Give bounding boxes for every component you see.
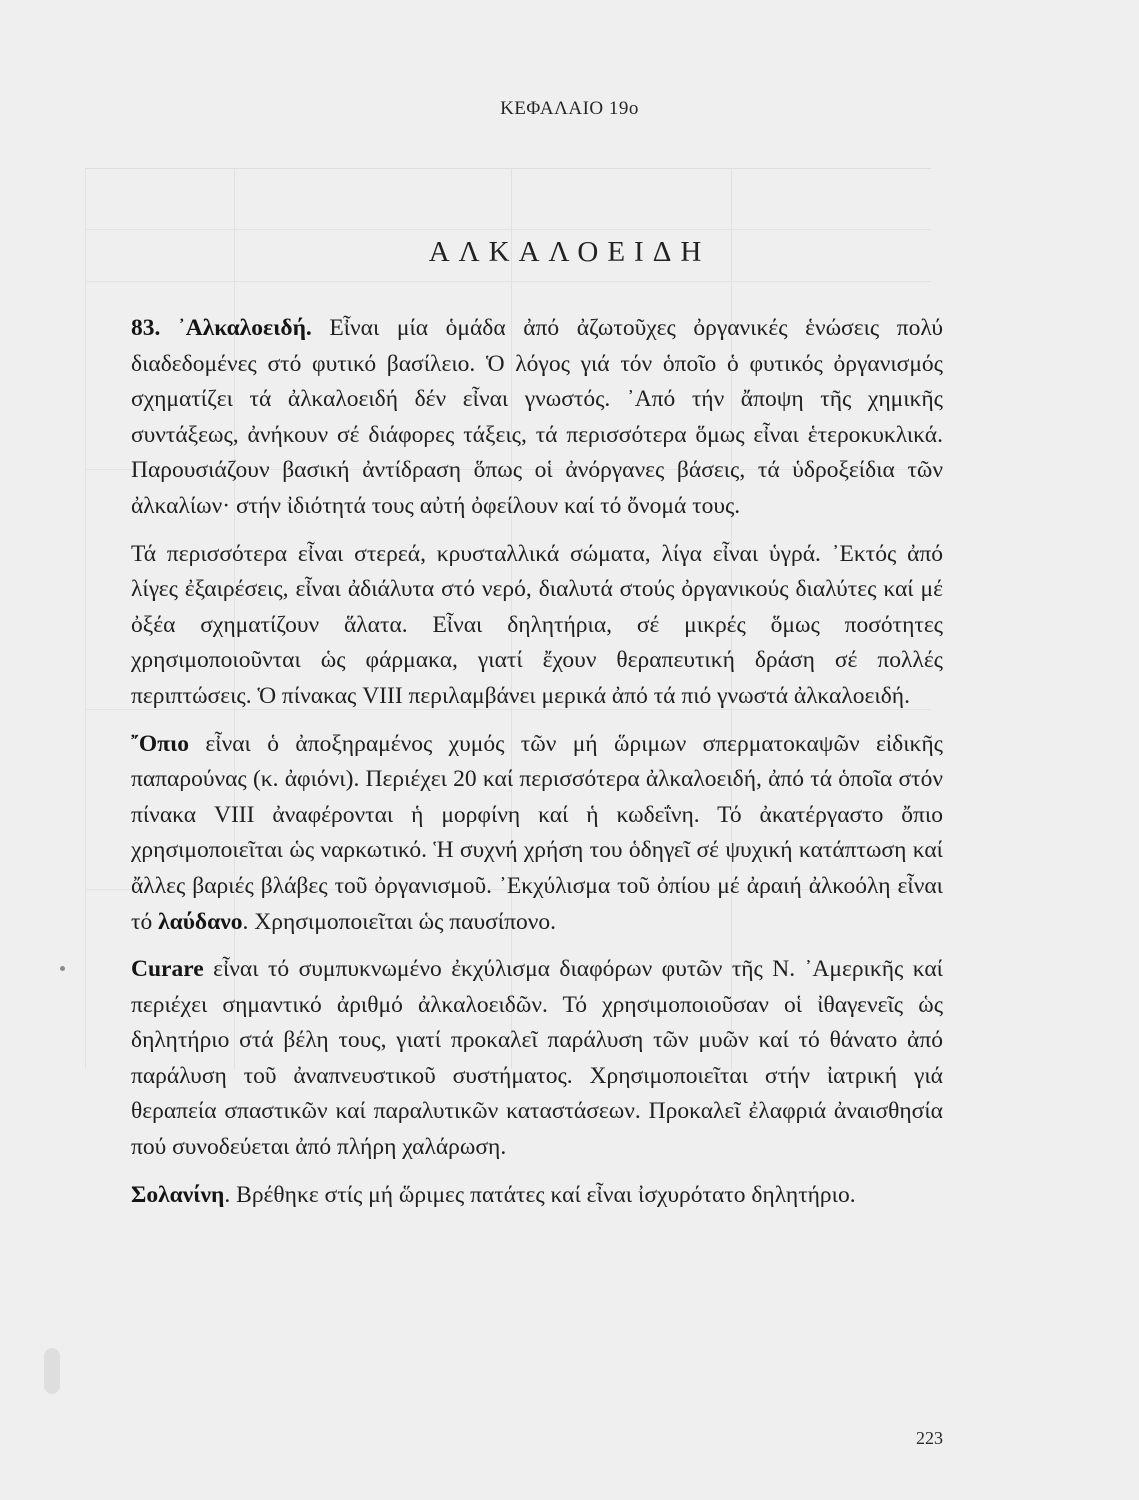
term-laudanum: λαύδανο <box>158 908 243 935</box>
section-heading: 83. ᾿Αλκαλοειδή. <box>131 315 312 341</box>
paragraph-properties <box>131 537 943 715</box>
chapter-heading: ΚΕΦΑΛΑΙΟ 19ο <box>500 98 639 119</box>
scan-margin-mark <box>44 1348 60 1394</box>
paragraph-solanine <box>131 1178 943 1214</box>
paragraph-curare <box>131 952 943 1166</box>
page-number: 223 <box>916 1428 943 1448</box>
term-curare: Curare <box>131 956 204 983</box>
scan-speck <box>60 966 65 971</box>
page-title: ΑΛΚΑΛΟΕΙΔΗ <box>428 236 711 268</box>
term-opium: ῎Οπιο <box>131 730 190 757</box>
paragraph-opium <box>131 727 943 941</box>
paragraph-text: εἶναι ὁ ἀποξηραμένος χυμός τῶν μή ὥριμων σπερματοκαψῶν εἰδικῆς παπαρούνας (κ. ἀφιόνι). Περιέχει 20 καί περισσότερα ἀλκαλοειδή, ἀπό τά ὁποῖα στόν πίνακα VIII ἀναφέρονται ἡ μορφίνη καί ἡ κωδεΐνη. Τό ἀκατέργαστο ὄπιο χρησιμοποιεῖται ὡς ναρκωτικό. Ἡ συχνή χρήση του ὁδηγεῖ σέ ψυχική κατάπτωση καί ἄλλες βαριές βλάβες τοῦ ὀργανισμοῦ. ᾿Εκχύλισμα τοῦ ὀπίου μέ ἀραιή ἀλκοόλη εἶναι τό <box>131 730 943 935</box>
paragraph-text: εἶναι τό συμπυκνωμένο ἐκχύλισμα διαφόρων φυτῶν τῆς Ν. ᾿Αμερικῆς καί περιέχει σημαντικό ἀριθμό ἀλκαλοειδῶν. Τό χρησιμοποιοῦσαν οἱ ἰθαγενεῖς ὡς δηλητήριο στά βέλη τους, γιατί προκαλεῖ παράλυση τῶν μυῶν καί τό θάνατο ἀπό παράλυση τοῦ ἀναπνευστικοῦ συστήματος. Χρησιμοποιεῖται στήν ἰατρική γιά θεραπεία σπαστικῶν καί παραλυτικῶν καταστάσεων. Προκαλεῖ ἐλαφριά ἀναισθησία πού συνοδεύεται ἀπό πλήρη χαλάρωση. <box>131 956 943 1161</box>
paragraph-text-tail: . Χρησιμοποιεῖται ὡς παυσίπονο. <box>242 908 556 935</box>
paragraph-text: Εἶναι μία ὁμάδα ἀπό ἀζωτοῦχες ὀργανικές ἑνώσεις πολύ διαδεδομένες στό φυτικό βασίλειο. Ὁ λόγος γιά τόν ὁποῖο ὁ φυτικός ὀργανισμός σχηματίζει τά ἀλκαλοειδή δέν εἶναι γνωστός. ᾿Από τήν ἄποψη τῆς χημικῆς συντάξεως, ἀνήκουν σέ διάφορες τάξεις, τά περισσότερα ὅμως εἶναι ἑτεροκυκλικά. Παρουσιάζουν βασική ἀντίδραση ὅπως οἱ ἀνόργανες βάσεις, τά ὑδροξείδια τῶν ἀλκαλίων· στήν ἰδιότητά τους αὐτή ὀφείλουν καί τό ὄνομά τους. <box>131 315 943 519</box>
paragraph-text: . Βρέθηκε στίς μή ὥριμες πατάτες καί εἶναι ἰσχυρότατο δηλητήριο. <box>224 1181 856 1208</box>
body-text <box>131 311 943 1213</box>
paragraph-alkaloids-definition <box>131 311 943 525</box>
paragraph-text: Τά περισσότερα εἶναι στερεά, κρυσταλλικά σώματα, λίγα εἶναι ὑγρά. ᾿Εκτός ἀπό λίγες ἐξαιρέσεις, εἶναι ἀδιάλυτα στό νερό, διαλυτά στούς ὀργανικούς διαλύτες καί μέ ὀξέα σχηματίζουν ἅλατα. Εἶναι δηλητήρια, σέ μικρές ὅμως ποσότητες χρησιμοποιοῦνται ὡς φάρμακα, γιατί ἔχουν θεραπευτική δράση σέ πολλές περιπτώσεις. Ὁ πίνακας VIII περιλαμβάνει μερικά ἀπό τά πιό γνωστά ἀλκαλοειδή. <box>131 540 943 709</box>
term-solanine: Σολανίνη <box>131 1181 225 1208</box>
